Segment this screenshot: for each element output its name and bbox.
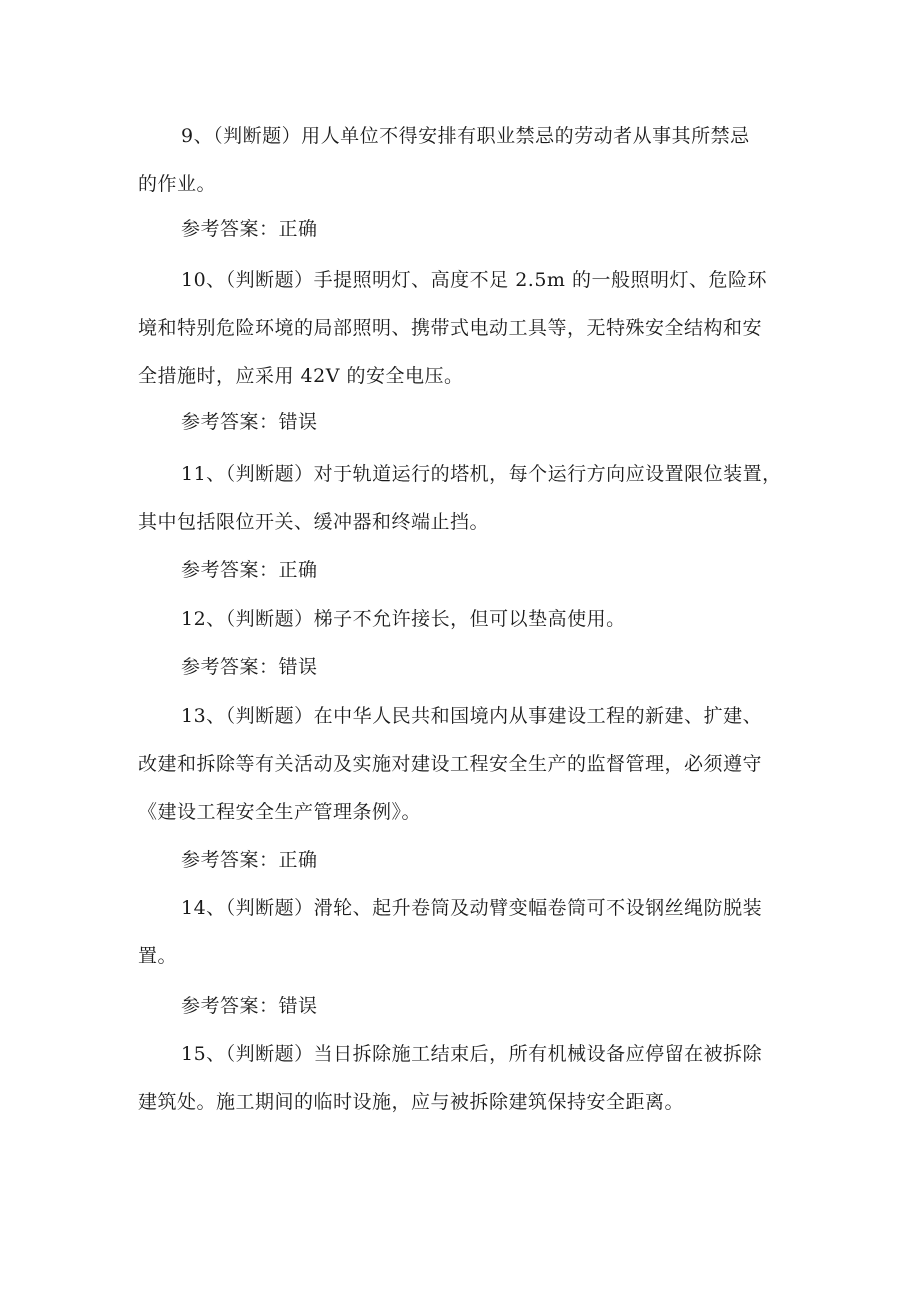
answer-14: 参考答案：错误 xyxy=(181,995,318,1017)
question-12 xyxy=(138,595,786,643)
question-line: 建筑处。施工期间的临时设施，应与被拆除建筑保持安全距离。 xyxy=(138,1091,685,1113)
question-15 xyxy=(138,1030,786,1126)
question-line: 其中包括限位开关、缓冲器和终端止挡。 xyxy=(138,511,490,533)
answer-9: 参考答案：正确 xyxy=(181,218,318,240)
answer-12: 参考答案：错误 xyxy=(181,656,318,678)
answer-10: 参考答案：错误 xyxy=(181,411,318,433)
answer-11: 参考答案：正确 xyxy=(181,559,318,581)
question-line: 全措施时，应采用 42V 的安全电压。 xyxy=(138,365,464,387)
question-line: 《建设工程安全生产管理条例》。 xyxy=(138,801,422,823)
question-line: 13、（判断题）在中华人民共和国境内从事建设工程的新建、扩建、 xyxy=(181,705,763,727)
question-9 xyxy=(138,112,786,208)
question-line: 境和特别危险环境的局部照明、携带式电动工具等，无特殊安全结构和安 xyxy=(138,317,763,339)
question-line: 12、（判断题）梯子不允许接长，但可以垫高使用。 xyxy=(181,608,626,630)
question-line: 11、（判断题）对于轨道运行的塔机，每个运行方向应设置限位装置， xyxy=(181,463,782,485)
answer-13: 参考答案：正确 xyxy=(181,849,318,871)
question-line: 置。 xyxy=(138,945,178,967)
question-11 xyxy=(138,450,786,546)
question-14 xyxy=(138,884,786,980)
question-line: 的作业。 xyxy=(138,173,217,195)
question-10 xyxy=(138,256,786,400)
question-line: 10、（判断题）手提照明灯、高度不足 2.5m 的一般照明灯、危险环 xyxy=(181,269,767,291)
question-line: 14、（判断题）滑轮、起升卷筒及动臂变幅卷筒可不设钢丝绳防脱装 xyxy=(181,897,763,919)
question-line: 15、（判断题）当日拆除施工结束后，所有机械设备应停留在被拆除 xyxy=(181,1043,763,1065)
question-line: 9、（判断题）用人单位不得安排有职业禁忌的劳动者从事其所禁忌 xyxy=(181,125,750,147)
question-13 xyxy=(138,692,786,836)
question-line: 改建和拆除等有关活动及实施对建设工程安全生产的监督管理，必须遵守 xyxy=(138,753,763,775)
